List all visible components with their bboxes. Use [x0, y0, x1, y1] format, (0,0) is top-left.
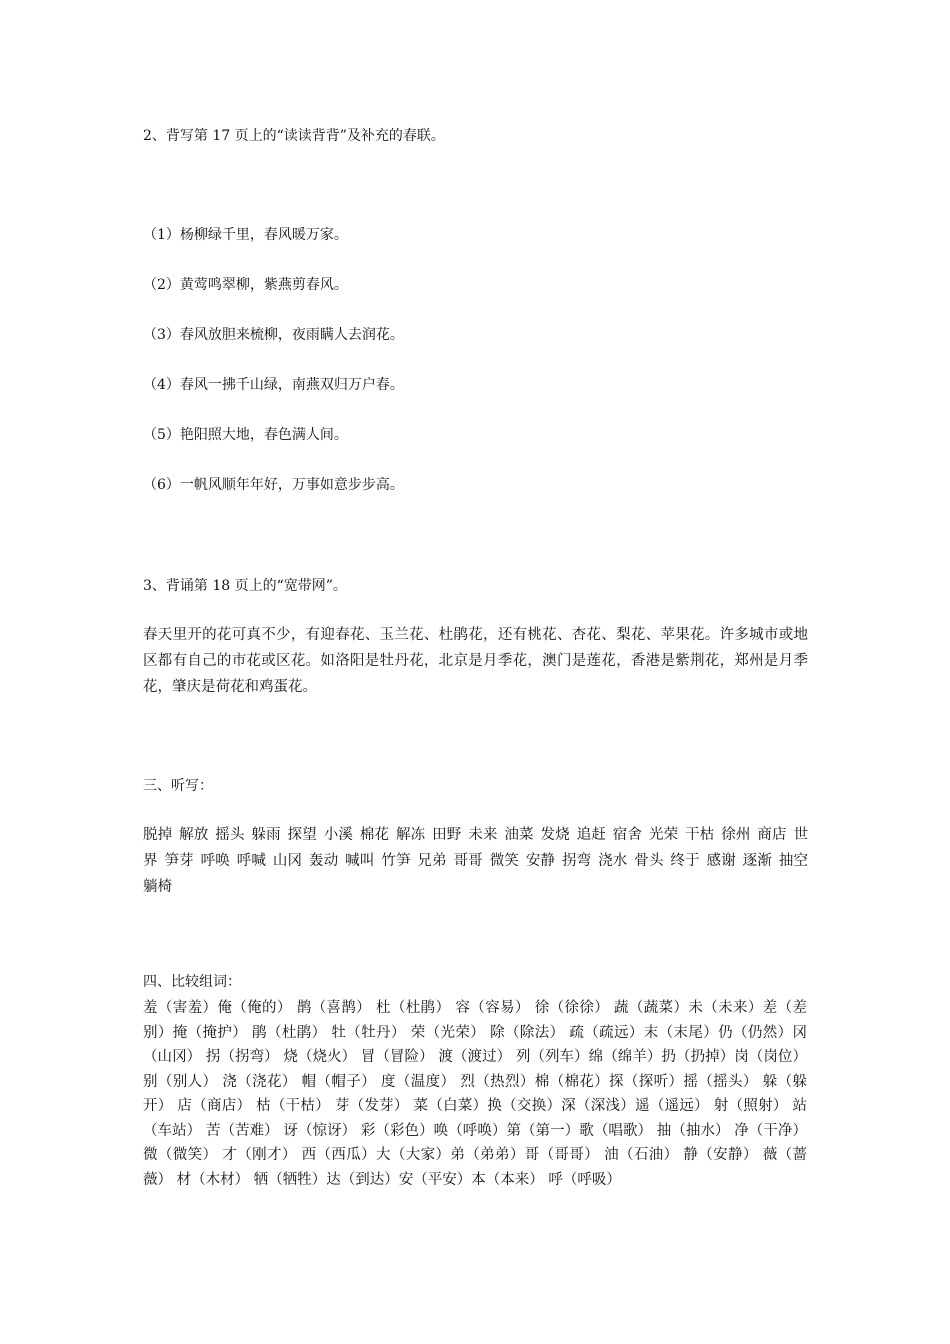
couplet-item-6: （6）一帆风顺年年好，万事如意步步高。 — [143, 477, 404, 493]
section-3-paragraph: 春天里开的花可真不少，有迎春花、玉兰花、杜鹃花，还有桃花、杏花、梨花、苹果花。许多城市或地区都有自己的市花或区花。如洛阳是牡丹花，北京是月季花，澳门是莲花，香港是紫荆花，郑州是月季花，肇庆是荷花和鸡蛋花。 — [143, 627, 808, 695]
compare-heading: 四、比较组词： — [143, 974, 241, 990]
couplet-item-3: （3）春风放胆来梳柳，夜雨瞒人去润花。 — [143, 327, 404, 343]
couplet-item-2: （2）黄莺鸣翠柳，紫燕剪春风。 — [143, 277, 348, 293]
couplet-item-4: （4）春风一拂千山绿，南燕双归万户春。 — [143, 377, 404, 393]
dictation-word-list: 脱掉 解放 摇头 躲雨 探望 小溪 棉花 解冻 田野 未来 油菜 发烧 追赶 宿舍 光荣 干枯 徐州 商店 世界 笋芽 呼唤 呼喊 山冈 轰动 喊叫 竹笋 兄弟 哥哥 微笑 安静 拐弯 浇水 骨头 终于 感谢 逐渐 抽空躺椅 — [143, 827, 808, 895]
compare-word-list: 羞（害羞）俺（俺的） 鹊（喜鹊） 杜（杜鹃） 容（容易） 徐（徐徐） 蔬（蔬菜）未（未来）差（差别）掩（掩护） 鹃（杜鹃） 牡（牡丹） 荣（光荣） 除（除法） 疏（疏远）末（末尾）仍（仍然）冈（山冈） 拐（拐弯） 烧（烧火） 冒（冒险） 渡（渡过） 列（列车）绵（绵羊）扔（扔掉）岗（岗位）别（别人） 浇（浇花） 帽（帽子） 度（温度） 烈（热烈）棉（棉花）探（探听）摇（摇头） 躲（躲开） 店（商店） 枯（干枯） 芽（发芽） 菜（白菜）换（交换）深（深浅）遥（遥远） 射（照射） 站（车站） 苦（苦难） 讶（惊讶） 彩（彩色）唤（呼唤）第（第一）歌（唱歌） 抽（抽水） 净（干净）微（微笑） 才（刚才） 西（西瓜）大（大家）弟（弟弟）哥（哥哥） 油（石油） 静（安静） 薇（蔷薇） 材（木材） 牺（牺牲）达（到达）安（平安）本（本来） 呼（呼吸） — [143, 1000, 807, 1188]
section-3-heading: 3、背诵第 18 页上的“宽带网”。 — [143, 578, 347, 594]
section-2-heading: 2、背写第 17 页上的“读读背背”及补充的春联。 — [143, 128, 445, 144]
couplet-item-1: （1）杨柳绿千里，春风暖万家。 — [143, 227, 348, 243]
dictation-heading: 三、听写： — [143, 778, 213, 794]
couplet-item-5: （5）艳阳照大地，春色满人间。 — [143, 427, 348, 443]
